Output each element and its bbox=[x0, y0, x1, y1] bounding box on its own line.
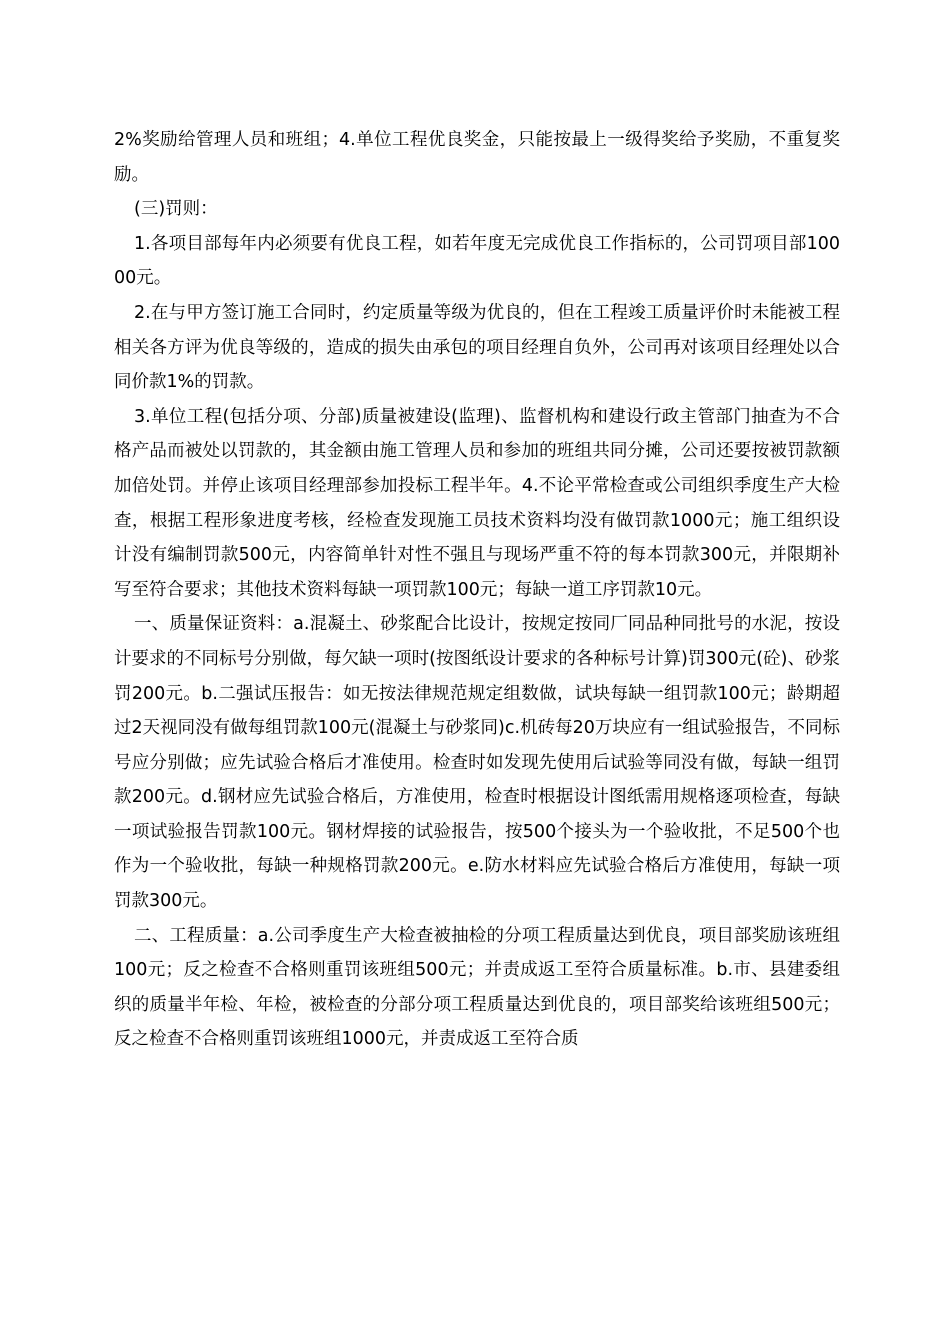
paragraph-engineering-quality: 二、工程质量：a.公司季度生产大检查被抽检的分项工程质量达到优良，项目部奖励该班组100元；反之检查不合格则重罚该班组500元；并责成返工至符合质量标准。b.市、县建委组织的质量半年检、年检，被检查的分部分项工程质量达到优良的，项目部奖给该班组500元；反之检查不合格则重罚该班组1000元，并责成返工至符合质 bbox=[114, 925, 840, 1050]
paragraph-penalty-1: 1.各项目部每年内必须要有优良工程，如若年度无完成优良工作指标的，公司罚项目部10000元。 bbox=[114, 233, 840, 289]
paragraph-quality-assurance-data: 一、质量保证资料：a.混凝土、砂浆配合比设计，按规定按同厂同品种同批号的水泥，按设计要求的不同标号分别做，每欠缺一项时(按图纸设计要求的各种标号计算)罚300元(砼)、砂浆罚200元。b.二强试压报告：如无按法律规范规定组数做，试块每缺一组罚款100元；龄期超过2天视同没有做每组罚款100元(混凝土与砂浆同)c.机砖每20万块应有一组试验报告，不同标号应分别做；应先试验合格后才准使用。检查时如发现先使用后试验等同没有做，每缺一组罚款200元。d.钢材应先试验合格后，方准使用，检查时根据设计图纸需用规格逐项检查，每缺一项试验报告罚款100元。钢材焊接的试验报告，按500个接头为一个验收批，不足500个也作为一个验收批，每缺一种规格罚款200元。e.防水材料应先试验合格后方准使用，每缺一项罚款300元。 bbox=[114, 614, 840, 912]
paragraph-penalty-3-4: 3.单位工程(包括分项、分部)质量被建设(监理)、监督机构和建设行政主管部门抽查为不合格产品而被处以罚款的，其金额由施工管理人员和参加的班组共同分摊，公司还要按被罚款额加倍处罚。并停止该项目经理部参加投标工程半年。4.不论平常检查或公司组织季度生产大检查，根据工程形象进度考核，经检查发现施工员技术资料均没有做罚款1000元；施工组织设计没有编制罚款500元，内容简单针对性不强且与现场严重不符的每本罚款300元，并限期补写至符合要求；其他技术资料每缺一项罚款100元；每缺一道工序罚款10元。 bbox=[114, 406, 840, 600]
document-page bbox=[114, 123, 840, 1057]
paragraph-reward-continuation: 2%奖励给管理人员和班组；4.单位工程优良奖金，只能按最上一级得奖给予奖励，不重复奖励。 bbox=[114, 130, 840, 185]
paragraph-penalty-2: 2.在与甲方签订施工合同时，约定质量等级为优良的，但在工程竣工质量评价时未能被工程相关各方评为优良等级的，造成的损失由承包的项目经理自负外，公司再对该项目经理处以合同价款1%的罚款。 bbox=[114, 302, 840, 393]
paragraph-penalty-heading: (三)罚则： bbox=[134, 199, 218, 220]
